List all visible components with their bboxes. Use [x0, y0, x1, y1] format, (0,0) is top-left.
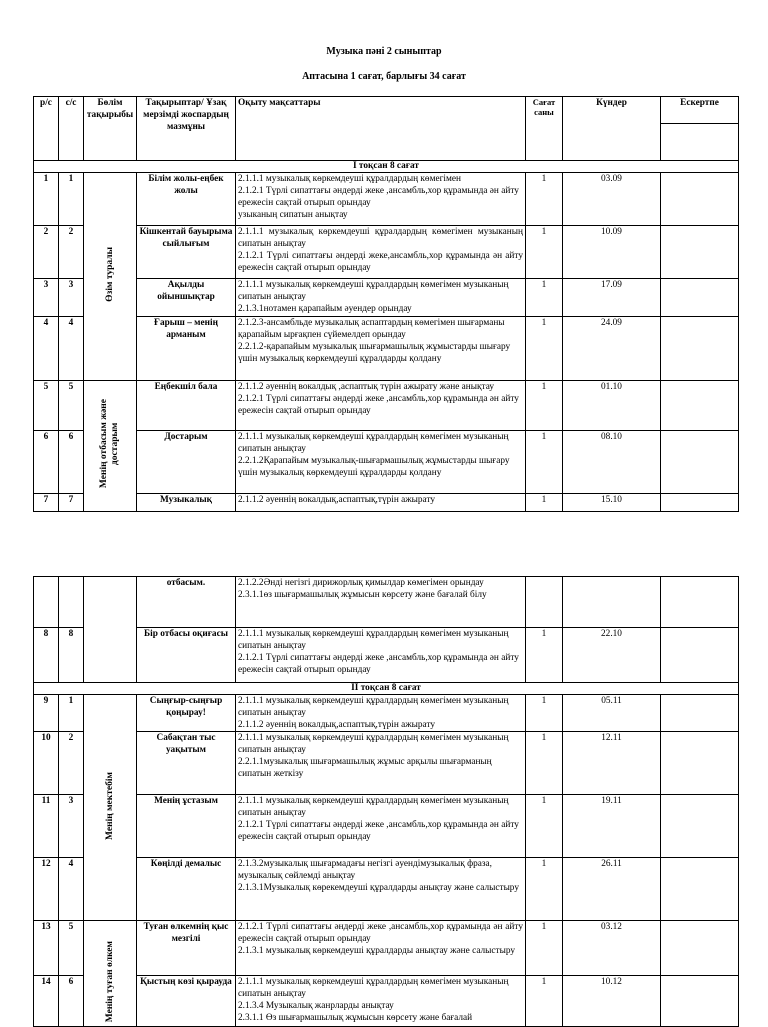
section-label: Өзім туралы — [84, 173, 137, 381]
row-hours: 1 — [526, 381, 563, 431]
row-topic: Кішкентай бауырыма сыйлығым — [137, 226, 236, 279]
row-topic: Көңілді демалыс — [137, 858, 236, 921]
header-days: Күндер — [563, 97, 661, 161]
table-row — [34, 628, 739, 683]
row-topic: отбасым. — [137, 577, 236, 628]
row-hours: 1 — [526, 494, 563, 512]
table-row — [34, 577, 739, 628]
row-ss: 5 — [59, 921, 84, 976]
row-date — [563, 577, 661, 628]
header-notes: Ескертпе — [661, 97, 739, 124]
row-objectives: 2.1.1.1 музыкалық көркемдеуші құралдардың көмегімен музыканың сипатын анықтау 2.1.2.1 Түрлі сипаттағы әндерді жеке ,ансамбль,хор құрамында ән айту ережесін сақтай отырып орындау — [236, 795, 526, 858]
row-topic: Туған өлкемнің қыс мезгілі — [137, 921, 236, 976]
row-date: 01.10 — [563, 381, 661, 431]
quarter-label: ІІ тоқсан 8 сағат — [34, 683, 739, 695]
row-hours: 1 — [526, 279, 563, 317]
row-note — [661, 976, 739, 1027]
row-date: 10.12 — [563, 976, 661, 1027]
row-hours: 1 — [526, 921, 563, 976]
row-ss: 5 — [59, 381, 84, 431]
row-topic: Бір отбасы оқиғасы — [137, 628, 236, 683]
row-topic: Еңбекшіл бала — [137, 381, 236, 431]
row-topic: Ақылды ойыншықтар — [137, 279, 236, 317]
row-date: 19.11 — [563, 795, 661, 858]
table-row — [34, 173, 739, 226]
row-ss: 6 — [59, 431, 84, 494]
row-rs: 10 — [34, 732, 59, 795]
plan-table-page-2 — [33, 576, 739, 1027]
row-date: 22.10 — [563, 628, 661, 683]
row-date: 17.09 — [563, 279, 661, 317]
row-hours: 1 — [526, 226, 563, 279]
row-hours: 1 — [526, 695, 563, 732]
row-ss: 2 — [59, 732, 84, 795]
quarter-label: І тоқсан 8 сағат — [34, 161, 739, 173]
row-topic: Сыңғыр-сыңғыр қоңырау! — [137, 695, 236, 732]
row-objectives: 2.1.1.1 музыкалық көркемдеуші құралдардың көмегімен музыканың сипатын анықтау 2.2.1.2Қарапайым музыкалық-шығармашылық жұмыстарды шығару үшін музыкалық көркемдеуші құралдарды қолдану — [236, 431, 526, 494]
row-rs: 12 — [34, 858, 59, 921]
row-objectives: 2.1.2.3-ансамбльде музыкалық аспаптардың көмегімен шығарманы қарапайым ырғақпен сүйемелдеп орындау 2.2.1.2-қарапайым музыкалық шығармашылық жұмыстарды шығару үшін музыкалық көркемдеуші құралдарды қолдану — [236, 317, 526, 381]
row-date: 15.10 — [563, 494, 661, 512]
row-ss: 3 — [59, 279, 84, 317]
row-objectives: 2.1.1.2 әуеннің вокалдық ,аспаптық түрін ажырату және анықтау 2.1.2.1 Түрлі сипаттағы әндерді жеке ,ансамбль,хор құрамында ән айту ережесін сақтай отырып орындау — [236, 381, 526, 431]
row-hours: 1 — [526, 431, 563, 494]
header-ss: с/с — [59, 97, 84, 161]
row-date: 24.09 — [563, 317, 661, 381]
row-note — [661, 431, 739, 494]
row-objectives: 2.1.1.1 музыкалық көркемдеуші құралдардың көмегімен 2.1.2.1 Түрлі сипаттағы әндерді жеке ,ансамбль,хор құрамында ән айту ережесін сақтай отырып орындау узыканың сипатын анықтау — [236, 173, 526, 226]
row-note — [661, 226, 739, 279]
row-note — [661, 279, 739, 317]
row-ss: 8 — [59, 628, 84, 683]
row-rs: 4 — [34, 317, 59, 381]
row-date: 12.11 — [563, 732, 661, 795]
row-rs: 1 — [34, 173, 59, 226]
table-row — [34, 732, 739, 795]
row-note — [661, 732, 739, 795]
table-row — [34, 279, 739, 317]
row-topic: Қыстың көзі қырауда — [137, 976, 236, 1027]
row-rs: 11 — [34, 795, 59, 858]
row-objectives: 2.1.1.1 музыкалық көркемдеуші құралдардың көмегімен музыканың сипатын анықтау 2.1.2.1 Түрлі сипаттағы әндерді жеке,ансамбль,хор құрамында ән айту ережесін сақтай отырып орындау — [236, 226, 526, 279]
row-ss: 3 — [59, 795, 84, 858]
row-date: 03.09 — [563, 173, 661, 226]
row-objectives: 2.1.2.1 Түрлі сипаттағы әндерді жеке ,ансамбль,хор құрамында ән айту ережесін сақтай отырып орындау 2.1.3.1 музыкалық көркемдеуші құралдарды анықтау және салыстыру — [236, 921, 526, 976]
row-objectives: 2.1.3.2музыкалық шығармадағы негізгі әуендімузыкалық фраза, музыкалық сөйлемді анықтау 2.1.3.1Музыкалық көрекемдеуші құралдарды анықтау және салыстыру — [236, 858, 526, 921]
row-ss — [59, 577, 84, 628]
row-note — [661, 628, 739, 683]
header-notes-blank — [661, 124, 739, 161]
header-topics: Тақырыптар/ Ұзақ мерзімді жоспардың мазмұны — [137, 97, 236, 161]
row-objectives: 2.1.1.1 музыкалық көркемдеуші құралдардың көмегімен музыканың сипатын анықтау 2.1.3.4 Музыкалық жанрларды анықтау 2.3.1.1 Өз шығармашылық жұмысын көрсету және бағалай — [236, 976, 526, 1027]
row-hours: 1 — [526, 976, 563, 1027]
row-objectives: 2.1.1.1 музыкалық көркемдеуші құралдардың көмегімен музыканың сипатын анықтау 2.1.3.1нотамен қарапайым әуендер орындау — [236, 279, 526, 317]
row-objectives: 2.1.1.1 музыкалық көркемдеуші құралдардың көмегімен музыканың сипатын анықтау 2.1.1.2 әуеннің вокалдық,аспаптық,түрін ажырату — [236, 695, 526, 732]
table-row — [34, 921, 739, 976]
row-topic: Музыкалық — [137, 494, 236, 512]
row-rs: 2 — [34, 226, 59, 279]
row-note — [661, 577, 739, 628]
table-row — [34, 976, 739, 1027]
document-subtitle: Аптасына 1 сағат, барлығы 34 сағат — [302, 71, 466, 82]
row-topic: Ғарыш – менің арманым — [137, 317, 236, 381]
row-topic: Білім жолы-еңбек жолы — [137, 173, 236, 226]
row-note — [661, 317, 739, 381]
table-row — [34, 695, 739, 732]
row-rs: 3 — [34, 279, 59, 317]
table-row — [34, 858, 739, 921]
header-hours: Сағат саны — [526, 97, 563, 161]
plan-table-page-1 — [33, 96, 739, 512]
row-ss: 2 — [59, 226, 84, 279]
row-rs: 13 — [34, 921, 59, 976]
header-row — [34, 97, 739, 124]
row-hours: 1 — [526, 858, 563, 921]
row-hours — [526, 577, 563, 628]
row-hours: 1 — [526, 628, 563, 683]
row-ss: 7 — [59, 494, 84, 512]
row-note — [661, 795, 739, 858]
row-note — [661, 858, 739, 921]
row-note — [661, 173, 739, 226]
row-objectives: 2.1.2.2Әнді негізгі дирижорлық қимылдар көмегімен орындау 2.3.1.1өз шығармашылық жұмысын көрсету және бағалай білу — [236, 577, 526, 628]
row-rs: 6 — [34, 431, 59, 494]
row-date: 03.12 — [563, 921, 661, 976]
row-date: 08.10 — [563, 431, 661, 494]
row-hours: 1 — [526, 795, 563, 858]
row-ss: 6 — [59, 976, 84, 1027]
row-date: 05.11 — [563, 695, 661, 732]
row-rs: 7 — [34, 494, 59, 512]
row-hours: 1 — [526, 732, 563, 795]
row-topic: Сабақтан тыс уақытым — [137, 732, 236, 795]
section-label: Менің туған өлкем — [84, 921, 137, 1027]
row-rs: 9 — [34, 695, 59, 732]
row-hours: 1 — [526, 173, 563, 226]
section-label: Менің мектебім — [84, 695, 137, 921]
row-rs: 8 — [34, 628, 59, 683]
row-topic: Менің ұстазым — [137, 795, 236, 858]
row-ss: 4 — [59, 858, 84, 921]
row-ss: 1 — [59, 173, 84, 226]
quarter-row — [34, 161, 739, 173]
table-row — [34, 795, 739, 858]
table-row — [34, 494, 739, 512]
row-note — [661, 921, 739, 976]
document-title: Музыка пәні 2 сыныптар — [326, 46, 442, 57]
row-note — [661, 381, 739, 431]
row-objectives: 2.1.1.1 музыкалық көркемдеуші құралдардың көмегімен музыканың сипатын анықтау 2.2.1.1музыкалық шығармашылық жұмыс арқылы шығарманың сипатын жеткізу — [236, 732, 526, 795]
row-ss: 1 — [59, 695, 84, 732]
row-note — [661, 695, 739, 732]
section-label: Менің отбасым және достарым — [84, 381, 137, 512]
row-rs: 5 — [34, 381, 59, 431]
row-rs: 14 — [34, 976, 59, 1027]
row-note — [661, 494, 739, 512]
row-date: 26.11 — [563, 858, 661, 921]
row-hours: 1 — [526, 317, 563, 381]
quarter-row — [34, 683, 739, 695]
header-objectives: Оқыту мақсаттары — [236, 97, 526, 161]
table-row — [34, 317, 739, 381]
section-label-continued — [84, 577, 137, 683]
row-ss: 4 — [59, 317, 84, 381]
row-objectives: 2.1.1.2 әуеннің вокалдық,аспаптық,түрін ажырату — [236, 494, 526, 512]
row-rs — [34, 577, 59, 628]
header-rs: р/с — [34, 97, 59, 161]
row-topic: Достарым — [137, 431, 236, 494]
row-date: 10.09 — [563, 226, 661, 279]
row-objectives: 2.1.1.1 музыкалық көркемдеуші құралдардың көмегімен музыканың сипатын анықтау 2.1.2.1 Түрлі сипаттағы әндерді жеке ,ансамбль,хор құрамында ән айту ережесін сақтай отырып орындау — [236, 628, 526, 683]
header-section: Бөлім тақырыбы — [84, 97, 137, 161]
table-row — [34, 381, 739, 431]
table-row — [34, 226, 739, 279]
table-row — [34, 431, 739, 494]
